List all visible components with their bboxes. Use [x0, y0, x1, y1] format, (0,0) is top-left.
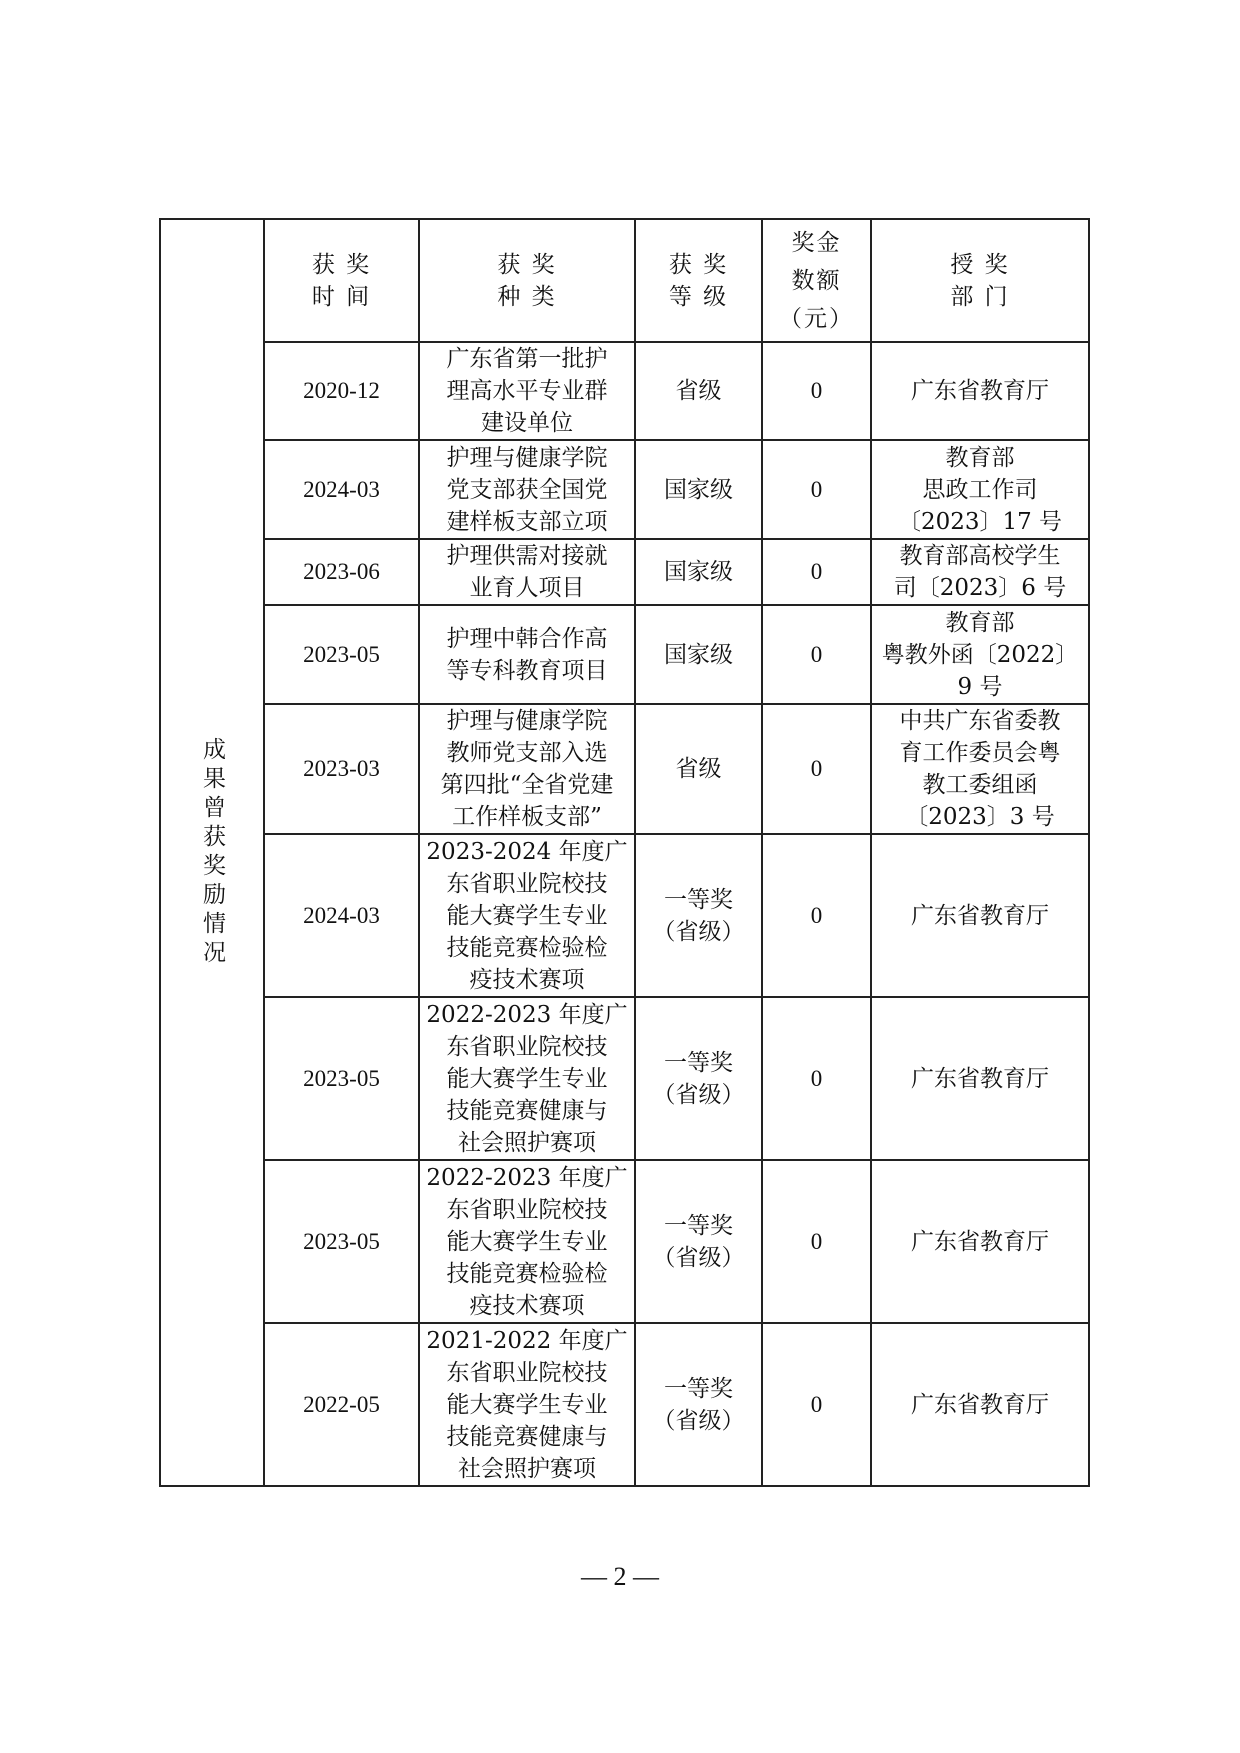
header-time-line: 获 奖 — [311, 251, 372, 278]
award-dept-cell — [871, 1160, 1089, 1323]
award-level-line: （省级） — [652, 1407, 745, 1434]
award-category-line: 东省职业院校技 — [446, 1359, 608, 1386]
award-level-cell — [635, 605, 762, 704]
award-category-line: 教师党支部入选 — [446, 740, 608, 766]
award-level-cell — [635, 539, 762, 605]
award-dept-line: 教育部高校学生 — [899, 543, 1061, 569]
award-category-line: 能大赛学生专业 — [446, 902, 608, 929]
award-dept-line: 9 号 — [957, 673, 1003, 700]
award-dept-line: 广东省教育厅 — [911, 1065, 1049, 1092]
header-dept-line: 授 奖 — [950, 251, 1010, 278]
award-category-line: 技能竞赛健康与 — [446, 1423, 608, 1450]
award-dept-line: 广东省教育厅 — [911, 902, 1049, 929]
award-category-line: 能大赛学生专业 — [446, 1228, 608, 1255]
award-level-cell — [635, 440, 762, 539]
award-dept-cell — [871, 342, 1089, 440]
header-amount-line: 数额 — [791, 267, 842, 294]
award-time-cell: 2023-06 — [264, 539, 419, 605]
award-level-line: （省级） — [652, 1244, 745, 1271]
award-category-line: 能大赛学生专业 — [446, 1065, 608, 1092]
award-category-cell — [419, 605, 635, 704]
header-time — [264, 219, 419, 342]
award-time-cell: 2023-03 — [264, 704, 419, 834]
header-dept-line: 部 门 — [950, 283, 1010, 310]
award-category-line: 疫技术赛项 — [469, 1292, 585, 1319]
header-amount — [762, 219, 871, 342]
award-time-cell: 2020-12 — [264, 342, 419, 440]
award-time-cell: 2022-05 — [264, 1323, 419, 1486]
award-time-cell: 2024-03 — [264, 440, 419, 539]
award-category-line: 能大赛学生专业 — [446, 1391, 608, 1418]
award-level-line: （省级） — [652, 1081, 745, 1108]
award-dept-cell — [871, 1323, 1089, 1486]
award-dept-cell — [871, 539, 1089, 605]
award-dept-line: 广东省教育厅 — [911, 378, 1049, 404]
award-category-line: 2022-2023 年度广 — [426, 1001, 628, 1028]
award-category-line: 工作样板支部” — [452, 804, 602, 830]
award-category-line: 技能竞赛检验检 — [446, 1260, 608, 1287]
award-category-line: 理高水平专业群 — [446, 378, 608, 404]
award-amount-cell: 0 — [762, 1323, 871, 1486]
award-dept-cell — [871, 834, 1089, 997]
award-level-line: 省级 — [675, 378, 722, 404]
award-category-line: 等专科教育项目 — [446, 657, 608, 684]
award-level-cell — [635, 704, 762, 834]
award-dept-line: 教工委组函 — [922, 772, 1038, 798]
award-category-cell — [419, 834, 635, 997]
table-row — [160, 1160, 1089, 1323]
award-level-line: 一等奖 — [664, 1375, 733, 1402]
award-category-cell — [419, 342, 635, 440]
award-level-cell — [635, 342, 762, 440]
award-time-cell: 2023-05 — [264, 1160, 419, 1323]
award-category-line: 东省职业院校技 — [446, 870, 608, 897]
header-amount-line: （元） — [779, 305, 854, 332]
award-dept-cell — [871, 704, 1089, 834]
award-amount-cell: 0 — [762, 834, 871, 997]
award-category-cell — [419, 997, 635, 1160]
award-dept-line: 〔2023〕3 号 — [905, 804, 1055, 830]
header-category-line: 获 奖 — [497, 251, 557, 278]
table-row — [160, 440, 1089, 539]
award-level-cell — [635, 834, 762, 997]
award-amount-cell: 0 — [762, 440, 871, 539]
award-dept-line: 中共广东省委教 — [899, 708, 1061, 734]
award-category-line: 东省职业院校技 — [446, 1196, 608, 1223]
award-category-cell — [419, 1323, 635, 1486]
award-amount-cell: 0 — [762, 539, 871, 605]
award-dept-line: 广东省教育厅 — [911, 1391, 1049, 1418]
award-level-cell — [635, 1160, 762, 1323]
award-dept-cell — [871, 605, 1089, 704]
header-level-line: 获 奖 — [668, 251, 729, 278]
award-level-line: 省级 — [675, 756, 722, 782]
award-dept-line: 教育部 — [945, 609, 1015, 636]
award-level-line: 一等奖 — [664, 1212, 733, 1239]
table-row — [160, 342, 1089, 440]
award-category-line: 社会照护赛项 — [458, 1455, 596, 1482]
table-row — [160, 704, 1089, 834]
award-category-cell — [419, 704, 635, 834]
header-dept — [871, 219, 1089, 342]
award-category-line: 护理与健康学院 — [446, 708, 608, 734]
award-amount-cell: 0 — [762, 605, 871, 704]
award-level-line: （省级） — [652, 918, 745, 945]
award-dept-line: 〔2023〕17 号 — [897, 508, 1063, 535]
award-time-cell: 2024-03 — [264, 834, 419, 997]
awards-table — [159, 218, 1090, 1487]
header-category — [419, 219, 635, 342]
award-level-line: 国家级 — [664, 559, 733, 585]
table-row — [160, 539, 1089, 605]
table-row — [160, 997, 1089, 1160]
header-level — [635, 219, 762, 342]
award-category-line: 第四批“全省党建 — [440, 772, 614, 798]
award-dept-line: 粤教外函〔2022〕 — [881, 641, 1079, 668]
award-level-line: 国家级 — [664, 476, 733, 503]
header-level-line: 等 级 — [668, 283, 729, 310]
award-amount-cell: 0 — [762, 704, 871, 834]
award-category-line: 护理供需对接就 — [446, 543, 608, 569]
award-category-line: 建样板支部立项 — [446, 508, 608, 535]
award-level-line: 一等奖 — [664, 1049, 733, 1076]
header-time-line: 时 间 — [311, 283, 372, 310]
award-category-line: 2022-2023 年度广 — [426, 1164, 628, 1191]
award-time-cell: 2023-05 — [264, 997, 419, 1160]
page-number: — 2 — — [581, 1562, 659, 1591]
award-dept-line: 司〔2023〕6 号 — [893, 575, 1067, 601]
table-row — [160, 834, 1089, 997]
award-category-line: 护理与健康学院 — [446, 444, 608, 471]
award-dept-line: 教育部 — [945, 444, 1015, 471]
table-row — [160, 1323, 1089, 1486]
award-category-line: 2021-2022 年度广 — [426, 1327, 628, 1354]
award-category-line: 技能竞赛检验检 — [446, 934, 608, 961]
award-category-cell — [419, 440, 635, 539]
award-category-line: 建设单位 — [481, 410, 573, 436]
award-dept-cell — [871, 997, 1089, 1160]
header-row — [160, 219, 1089, 342]
award-category-line: 广东省第一批护 — [446, 346, 608, 372]
award-category-line: 党支部获全国党 — [446, 476, 608, 503]
award-amount-cell: 0 — [762, 1160, 871, 1323]
award-level-cell — [635, 997, 762, 1160]
award-dept-line: 思政工作司 — [922, 476, 1038, 503]
award-category-cell — [419, 1160, 635, 1323]
award-category-line: 2023-2024 年度广 — [426, 838, 628, 865]
award-category-line: 东省职业院校技 — [446, 1033, 608, 1060]
award-amount-cell: 0 — [762, 997, 871, 1160]
header-amount-line: 奖金 — [791, 229, 842, 256]
award-category-line: 业育人项目 — [469, 575, 585, 601]
section-label: 成果曾获奖励情况 — [160, 219, 264, 1486]
award-level-line: 国家级 — [664, 641, 733, 668]
award-time-cell: 2023-05 — [264, 605, 419, 704]
award-dept-line: 育工作委员会粤 — [899, 740, 1061, 766]
award-dept-cell — [871, 440, 1089, 539]
header-category-line: 种 类 — [497, 283, 557, 310]
award-category-line: 社会照护赛项 — [458, 1129, 596, 1156]
award-level-cell — [635, 1323, 762, 1486]
award-category-line: 疫技术赛项 — [469, 966, 585, 993]
award-level-line: 一等奖 — [664, 886, 733, 913]
award-amount-cell: 0 — [762, 342, 871, 440]
award-dept-line: 广东省教育厅 — [911, 1228, 1049, 1255]
table-row — [160, 605, 1089, 704]
award-category-cell — [419, 539, 635, 605]
award-category-line: 技能竞赛健康与 — [446, 1097, 608, 1124]
award-category-line: 护理中韩合作高 — [446, 625, 608, 652]
